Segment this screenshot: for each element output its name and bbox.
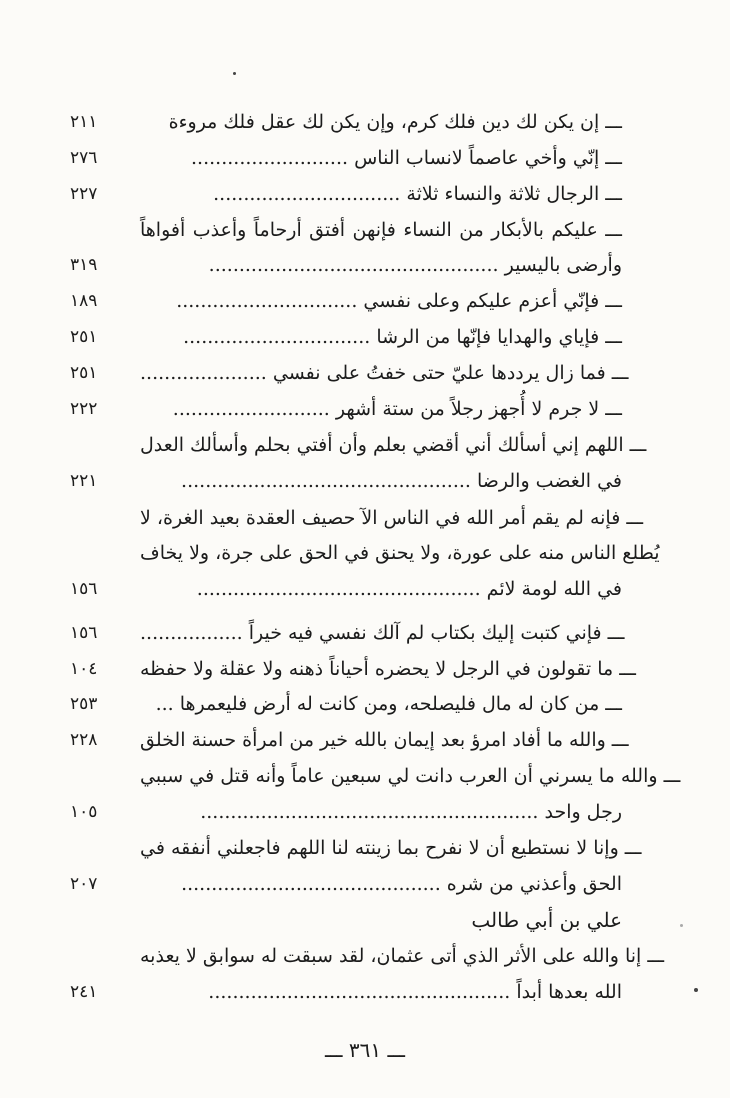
quote-text: ـــ إن يكن لك دين فلك كرم، وإن يكن لك عقل فلك مروءة [168,111,622,133]
page-speck [233,72,236,75]
quote-text: ـــ عليكم بالأبكار من النساء فإنهن أفتق أرحاماً وأعذب أفواهاً [140,219,622,241]
quote-text: ـــ من كان له مال فليصلحه، ومن كانت له أرض فليعمرها ... [155,693,622,715]
index-entry [70,830,642,866]
quote-text: رجل واحد ........................................................ [200,801,622,823]
index-entry [70,866,622,902]
page-number: ـــ ٣٦١ ـــ [324,1038,406,1062]
page-speck [694,988,698,992]
page-reference: ١٨٩ [70,291,98,311]
quote-text: ـــ فإياي والهدايا فإنّها من الرشا ............................... [183,326,622,348]
quote-text: ـــ وإنا لا نستطيع أن لا نفرح بما زينته لنا اللهم فاجعلني أنفقه في [140,837,642,859]
quote-text: ـــ فإني كتبت إليك بكتاب لم آلك نفسي فيه خيراً ................. [140,622,625,644]
index-entry [70,176,622,212]
index-entry [70,974,622,1010]
index-entry [70,463,622,499]
quote-text: وأرضى باليسير ................................................ [208,254,622,276]
index-entry [70,651,636,687]
index-entry [70,427,647,463]
page-reference: ٢٢٨ [70,730,98,750]
index-entry [70,500,644,536]
quote-text: الحق وأعذني من شره ........................................... [181,873,622,895]
page-reference: ٢١١ [70,112,98,132]
index-entry [70,758,681,794]
page-speck [680,924,683,927]
quote-text: ـــ إنا والله على الأثر الذي أتى عثمان، لقد سبقت له سوابق لا يعذبه [140,945,665,967]
quote-text: ـــ فما زال يرددها عليّ حتى خفتُ على نفسي ..................... [140,362,629,384]
page-reference: ١٠٤ [70,659,98,679]
quote-text: في الله لومة لائم ............................................... [196,578,622,600]
quote-text: ـــ لا جرم لا أُجهز رجلاً من ستة أشهر .......................... [172,398,622,420]
quote-text: ـــ ما تقولون في الرجل لا يحضره أحياناً ذهنه ولا عقلة ولا حفظه [140,658,636,680]
quote-text: ـــ اللهم إني أسألك أني أقضي بعلم وأن أفتي بحلم وأسألك العدل [140,434,647,456]
quote-text: الله بعدها أبداً .................................................. [208,981,622,1003]
index-entry [70,140,622,176]
index-entry [70,615,625,651]
index-entry [70,391,622,427]
index-entry [70,283,622,319]
page-reference: ٢٤١ [70,982,98,1002]
index-entry [70,571,622,607]
page-reference: ٢٢٧ [70,184,98,204]
quote-text: يُطلع الناس منه على عورة، ولا يحنق في الحق على جرة، ولا يخاف [140,542,660,564]
quote-text: ـــ الرجال ثلاثة والنساء ثلاثة ............................... [213,183,622,205]
page-reference: ٢٥١ [70,327,98,347]
quote-text: ـــ والله ما أفاد امرؤ بعد إيمان بالله خير من امرأة حسنة الخلق [140,729,629,751]
page-reference: ٢٥١ [70,363,98,383]
page-reference: ٢٢١ [70,471,98,491]
page-reference: ١٥٦ [70,623,98,643]
index-entry [70,535,660,571]
index-entry [70,247,622,283]
quote-text: ـــ فإنه لم يقم أمر الله في الناس الآ حصيف العقدة بعيد الغرة، لا [140,507,644,529]
index-entry [70,104,622,140]
index-entry [70,355,629,391]
page-reference: ٢٠٧ [70,874,98,894]
quote-text: في الغضب والرضا ................................................ [181,470,622,492]
quote-text: ـــ فإنّي أعزم عليكم وعلى نفسي .............................. [176,290,622,312]
author-name: علي بن أبي طالب [471,908,622,932]
page-reference: ٢٧٦ [70,148,98,168]
index-entry [70,686,622,722]
quote-text: ـــ إنّي وأخي عاصماً لانساب الناس .......................... [191,147,622,169]
page-reference: ٢٥٣ [70,694,98,714]
index-entry [70,212,622,248]
index-entry [70,319,622,355]
page-reference: ١٠٥ [70,802,98,822]
page-reference: ٣١٩ [70,255,98,275]
quote-text: ـــ والله ما يسرني أن العرب دانت لي سبعين عاماً وأنه قتل في سببي [140,765,681,787]
section-heading [70,902,622,938]
page-reference: ٢٢٢ [70,399,98,419]
page-reference: ١٥٦ [70,579,98,599]
index-entry [70,938,665,974]
index-entry [70,794,622,830]
index-entry [70,722,629,758]
